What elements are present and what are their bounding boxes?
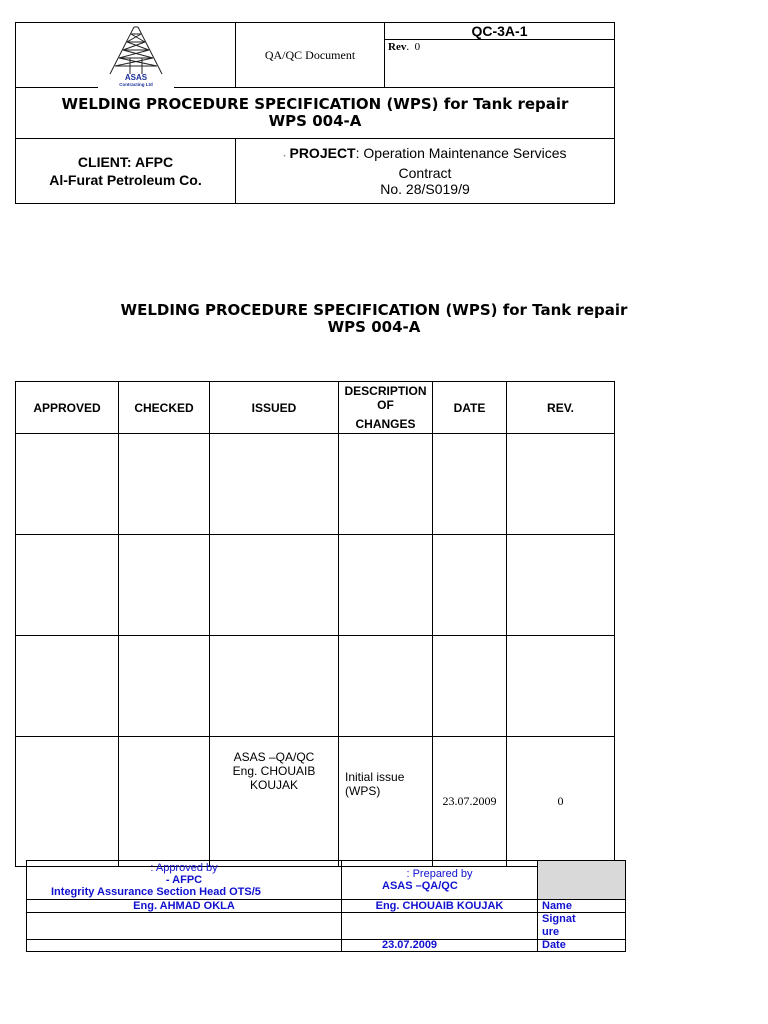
logo-text: ASAS xyxy=(124,73,148,82)
date-label: Date xyxy=(538,940,626,952)
main-title-line1: WELDING PROCEDURE SPECIFICATION (WPS) for Tank repair xyxy=(120,301,628,319)
document-type: QA/QC Document xyxy=(236,23,385,88)
preparer-date: 23.07.2009 xyxy=(342,940,538,952)
table-row-initial-issue xyxy=(16,737,615,867)
col-description xyxy=(339,382,433,434)
header-title-line1: WELDING PROCEDURE SPECIFICATION (WPS) for Tank repair xyxy=(61,95,569,113)
table-row xyxy=(16,434,615,535)
project-label: PROJECT xyxy=(289,145,356,161)
revision-value: 0 xyxy=(414,41,421,53)
rev-cell: 0 xyxy=(507,737,615,867)
col-description-line1: DESCRIPTION xyxy=(344,384,427,398)
shaded-cell xyxy=(538,861,626,900)
table-row xyxy=(16,535,615,636)
description-cell xyxy=(339,737,433,867)
issued-line1: ASAS –QA/QC xyxy=(233,750,315,764)
asas-logo-icon xyxy=(98,24,174,88)
header-title xyxy=(16,88,615,139)
issued-line2: Eng. CHOUAIB xyxy=(232,764,316,778)
col-issued: ISSUED xyxy=(210,382,339,434)
header-title-line2: WPS 004-A xyxy=(268,112,362,130)
project-line2: Contract xyxy=(398,165,452,181)
revision-table xyxy=(15,381,615,867)
preparer-name: Eng. CHOUAIB KOUJAK xyxy=(342,900,538,913)
description-line2: (WPS) xyxy=(345,784,381,798)
description-line1: Initial issue xyxy=(345,770,405,784)
project-line1: : Operation Maintenance Services xyxy=(355,145,567,161)
signature-table xyxy=(26,860,626,952)
signature-label-line1: Signat xyxy=(542,913,576,925)
main-title-line2: WPS 004-A xyxy=(327,318,421,336)
client-line2: Al-Furat Petroleum Co. xyxy=(49,172,202,188)
prepared-by-cell xyxy=(342,861,538,900)
col-checked: CHECKED xyxy=(119,382,210,434)
date-cell: 23.07.2009 xyxy=(433,737,507,867)
approver-date-field[interactable] xyxy=(27,940,342,952)
col-approved: APPROVED xyxy=(16,382,119,434)
revision-header-row xyxy=(16,382,615,434)
name-label: Name xyxy=(538,900,626,913)
col-rev: REV. xyxy=(507,382,615,434)
prepared-by-label: : Prepared by xyxy=(406,868,473,880)
project-cell: • PROJECT: Operation Maintenance Services Contract No. 28/S019/9 xyxy=(236,139,615,204)
approved-section: Integrity Assurance Section Head OTS/5 xyxy=(51,886,261,898)
approver-signature-field[interactable] xyxy=(27,913,342,940)
revision-cell: Rev. 0 xyxy=(385,40,615,88)
issued-by-cell xyxy=(210,737,339,867)
prepared-org: ASAS –QA/QC xyxy=(382,880,458,892)
document-header xyxy=(15,22,615,204)
revision-label: Rev xyxy=(388,41,407,53)
main-title xyxy=(0,302,748,336)
approved-by-cell xyxy=(27,861,342,900)
preparer-signature-field[interactable] xyxy=(342,913,538,940)
approved-org: - AFPC xyxy=(165,874,203,886)
logo-subtext: Contracting Ltd xyxy=(119,82,153,87)
approved-by-label: : Approved by xyxy=(150,862,218,874)
client-line1: CLIENT: AFPC xyxy=(77,154,174,170)
col-date: DATE xyxy=(433,382,507,434)
col-description-line3: CHANGES xyxy=(355,417,416,431)
signature-label xyxy=(538,913,626,940)
table-row xyxy=(16,636,615,737)
col-description-line2: OF xyxy=(377,398,394,412)
project-line3: No. 28/S019/9 xyxy=(380,181,470,197)
issued-line3: KOUJAK xyxy=(249,778,298,792)
approver-name: Eng. AHMAD OKLA xyxy=(27,900,342,913)
logo-cell xyxy=(16,23,236,88)
document-code: QC-3A-1 xyxy=(385,23,615,40)
client-cell xyxy=(16,139,236,204)
signature-label-line2: ure xyxy=(542,926,560,938)
